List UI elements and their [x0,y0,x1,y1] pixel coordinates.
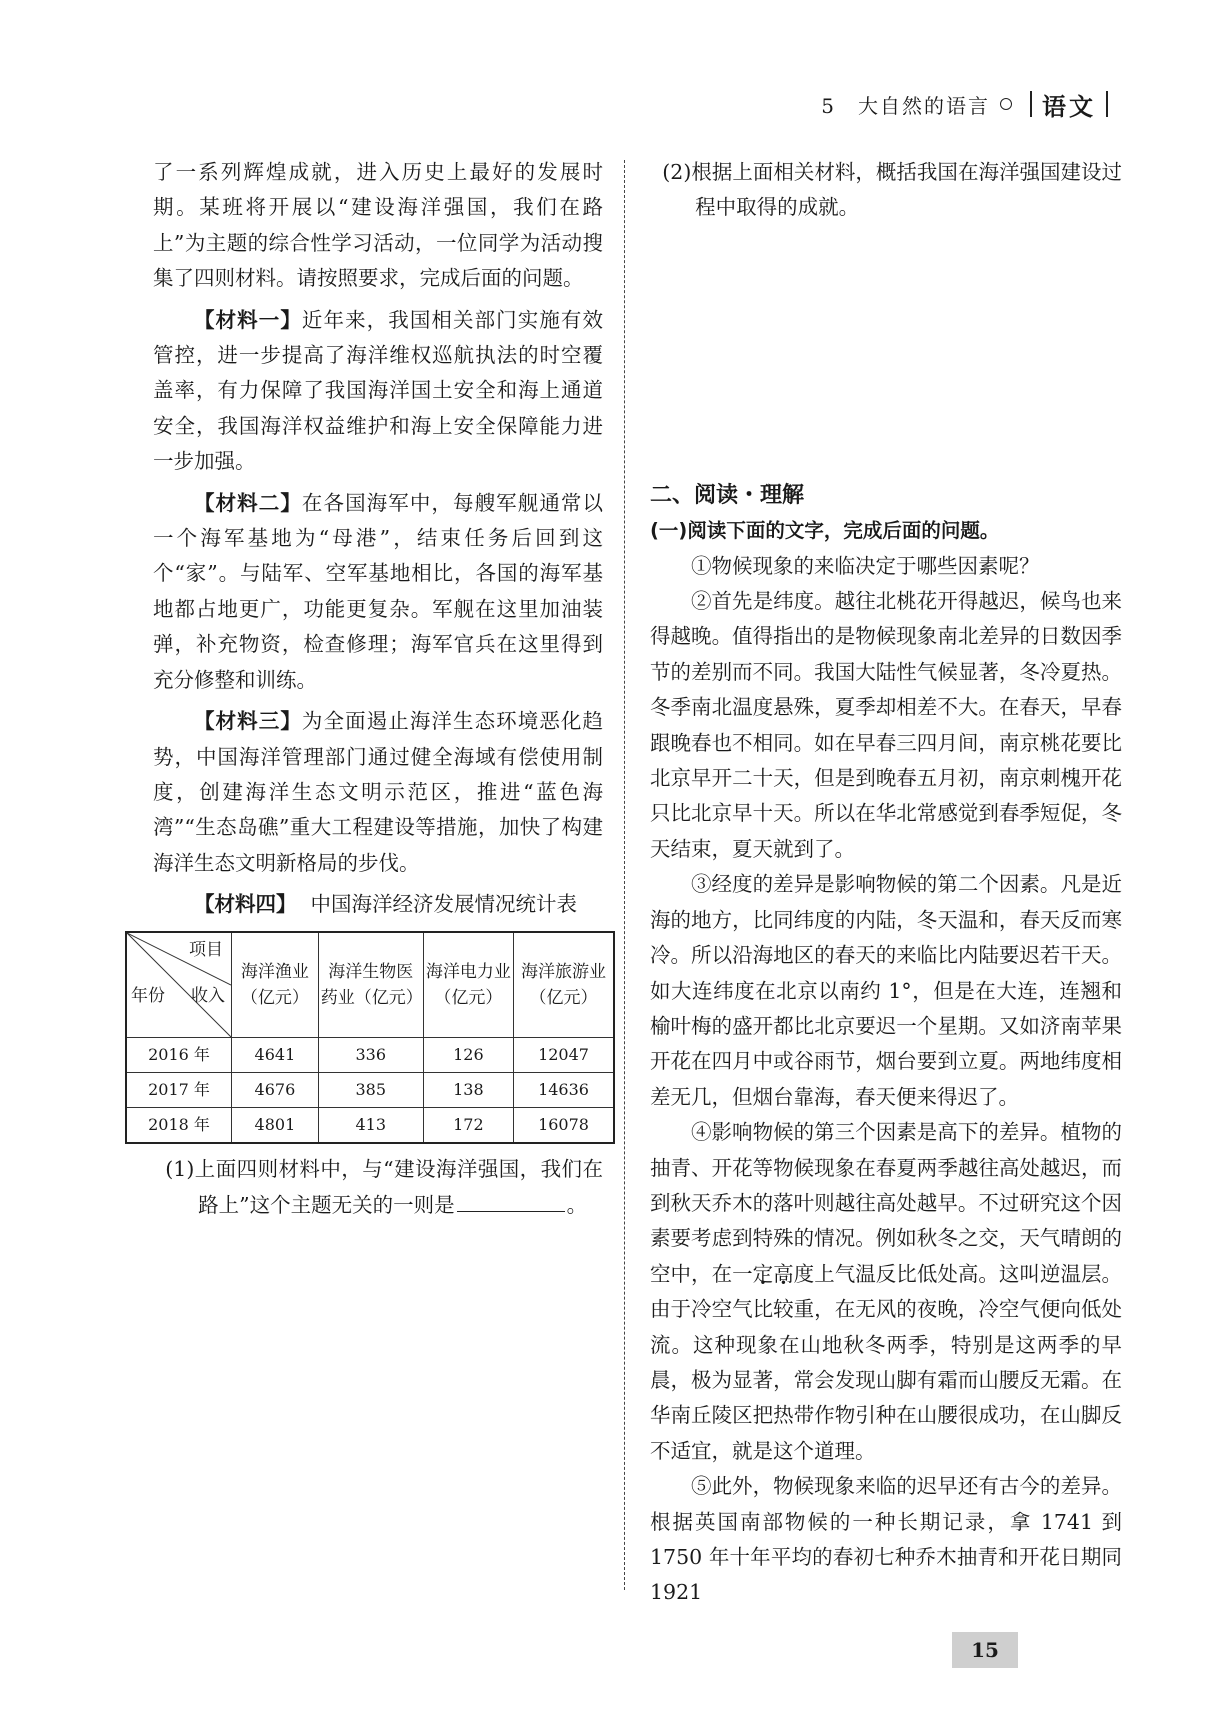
value-cell: 138 [423,1072,513,1107]
paragraph-5: ⑤此外，物候现象来临的迟早还有古今的差异。根据英国南部物候的一种长期记录，拿 1741 到 1750 年十年平均的春初七种乔木抽青和开花日期同 1921 [650,1474,1122,1605]
column-header: 海洋旅游业（亿元） [514,932,614,1038]
page-header [821,88,1118,120]
paragraph-2: ②首先是纬度。越往北桃花开得越迟，候鸟也来得越晚。值得指出的是物候现象南北差异的日数因季节的差别而不同。我国大陆性气候显著，冬冷夏热。冬季南北温度悬殊，夏季却相差不大。在春天，早春跟晚春也不相同。如在早春三四月间，南京桃花要比北京早开二十天，但是到晚春五月初，南京刺槐开花只比北京早十天。所以在华北常感觉到春季短促，冬天结束，夏天就到了。 [650,589,1122,861]
section-title: 二、阅读・理解 [650,482,805,508]
column-header: 海洋生物医药业（亿元） [318,932,423,1038]
value-cell: 413 [318,1107,423,1143]
table-row [126,1107,614,1143]
table-row [126,1072,614,1107]
diag-label-year: 年份 [131,985,165,1006]
column-header: 海洋电力业（亿元） [423,932,513,1038]
emphasis-char: 一 [732,1261,753,1286]
material-2 [153,486,603,698]
material-3-text: 为全面遏止海洋生态环境恶化趋势，中国海洋管理部门通过健全海域有偿使用制度，创建海洋生态文明示范区，推进“蓝色海湾”“生态岛礁”重大工程建设等措施，加快了构建海洋生态文明新格局的步伐。 [153,709,604,875]
value-cell: 4676 [232,1072,319,1107]
value-cell: 16078 [514,1107,614,1143]
value-cell: 172 [423,1107,513,1143]
material-4-title [153,887,603,922]
table-header-row [126,932,614,1038]
paragraph-4-part-b: 高度上气温反比低处高。这叫逆温层。由于冷空气比较重，在无风的夜晚，冷空气便向低处流。这种现象在山地秋冬两季，特别是这两季的早晨，极为显著，常会发现山脚有霜而山腰反无霜。在华南丘陵区把热带作物引种在山腰很成功，在山脚反不适宜，就是这个道理。 [650,1261,1123,1463]
column-divider [624,160,625,1590]
column-header: 海洋渔业（亿元） [232,932,319,1038]
subject-title: 语文 [1042,92,1096,121]
value-cell: 14636 [514,1072,614,1107]
right-column [650,155,1122,1611]
answer-space[interactable] [650,226,1122,478]
lesson-title: 5 大自然的语言 [821,93,990,118]
value-cell: 12047 [514,1037,614,1072]
year-cell: 2018 年 [126,1107,232,1143]
paragraph-3: ③经度的差异是影响物候的第二个因素。凡是近海的地方，比同纬度的内陆，冬天温和，春天反而寒冷。所以沿海地区的春天的来临比内陆要迟若干天。如大连纬度在北京以南约 1°，但是在大连，连翘和榆叶梅的盛开都比北京要迟一个星期。又如济南苹果开花在四月中或谷雨节，烟台要到立夏。两地纬度相差无几，但烟台靠海，春天便来得迟了。 [650,872,1122,1109]
value-cell: 385 [318,1072,423,1107]
question-2: (2)根据上面相关材料，概括我国在海洋强国建设过程中取得的成就。 [662,160,1122,220]
intro-paragraph: 了一系列辉煌成就，进入历史上最好的发展时期。某班将开展以“建设海洋强国，我们在路上”为主题的综合性学习活动，一位同学为活动搜集了四则材料。请按照要求，完成后面的问题。 [153,160,603,291]
year-cell: 2016 年 [126,1037,232,1072]
reading-instruction: (一)阅读下面的文字，完成后面的问题。 [650,519,1000,543]
question-1-end: 。 [566,1192,588,1217]
question-1-text: (1)上面四则材料中，与“建设海洋强国，我们在路上”这个主题无关的一则是 [165,1156,603,1217]
material-1-label: 【材料一】 [194,307,302,332]
material-2-text: 在各国海军中，每艘军舰通常以一个海军基地为“母港”，结束任务后回到这个“家”。与陆军、空军基地相比，各国的海军基地都占地更广，功能更复杂。军舰在这里加油装弹，补充物资，检查修理；海军官兵在这里得到充分修整和训练。 [153,490,604,692]
material-1 [153,303,603,480]
material-1-text: 近年来，我国相关部门实施有效管控，进一步提高了海洋维权巡航执法的时空覆盖率，有力保障了我国海洋国土安全和海上通道安全，我国海洋权益维护和海上安全保障能力进一步加强。 [153,307,604,474]
value-cell: 336 [318,1037,423,1072]
diag-label-item: 项目 [189,939,223,960]
circle-icon [1000,98,1012,110]
table-caption: 中国海洋经济发展情况统计表 [310,892,577,917]
header-divider-right [1106,91,1108,117]
value-cell: 126 [423,1037,513,1072]
stats-table [125,931,615,1144]
emphasis-char: 定 [752,1261,774,1286]
paragraph-4-part-a: ④影响物候的第三个因素是高下的差异。植物的抽青、开花等物候现象在春夏两季越往高处越迟，而到秋天乔木的落叶则越往高处越早。不过研究这个因素要考虑到特殊的情况。例如秋冬之交，天气晴朗的空中，在 [650,1120,1122,1286]
diag-label-income: 收入 [191,985,225,1006]
answer-blank[interactable] [457,1187,565,1212]
year-cell: 2017 年 [126,1072,232,1107]
material-4-label: 【材料四】 [194,892,297,917]
paragraph-1: ①物候现象的来临决定于哪些因素呢？ [691,553,1040,578]
value-cell: 4801 [232,1107,319,1143]
diagonal-header-cell [126,932,232,1038]
left-column [131,155,607,1223]
table-row [126,1037,614,1072]
header-divider [1030,91,1032,117]
material-3-label: 【材料三】 [194,709,302,734]
material-3 [153,704,603,881]
material-2-label: 【材料二】 [194,490,302,515]
paragraph-4 [650,1115,1122,1469]
page-number: 15 [952,1632,1018,1668]
value-cell: 4641 [232,1037,319,1072]
question-1 [153,1152,603,1224]
